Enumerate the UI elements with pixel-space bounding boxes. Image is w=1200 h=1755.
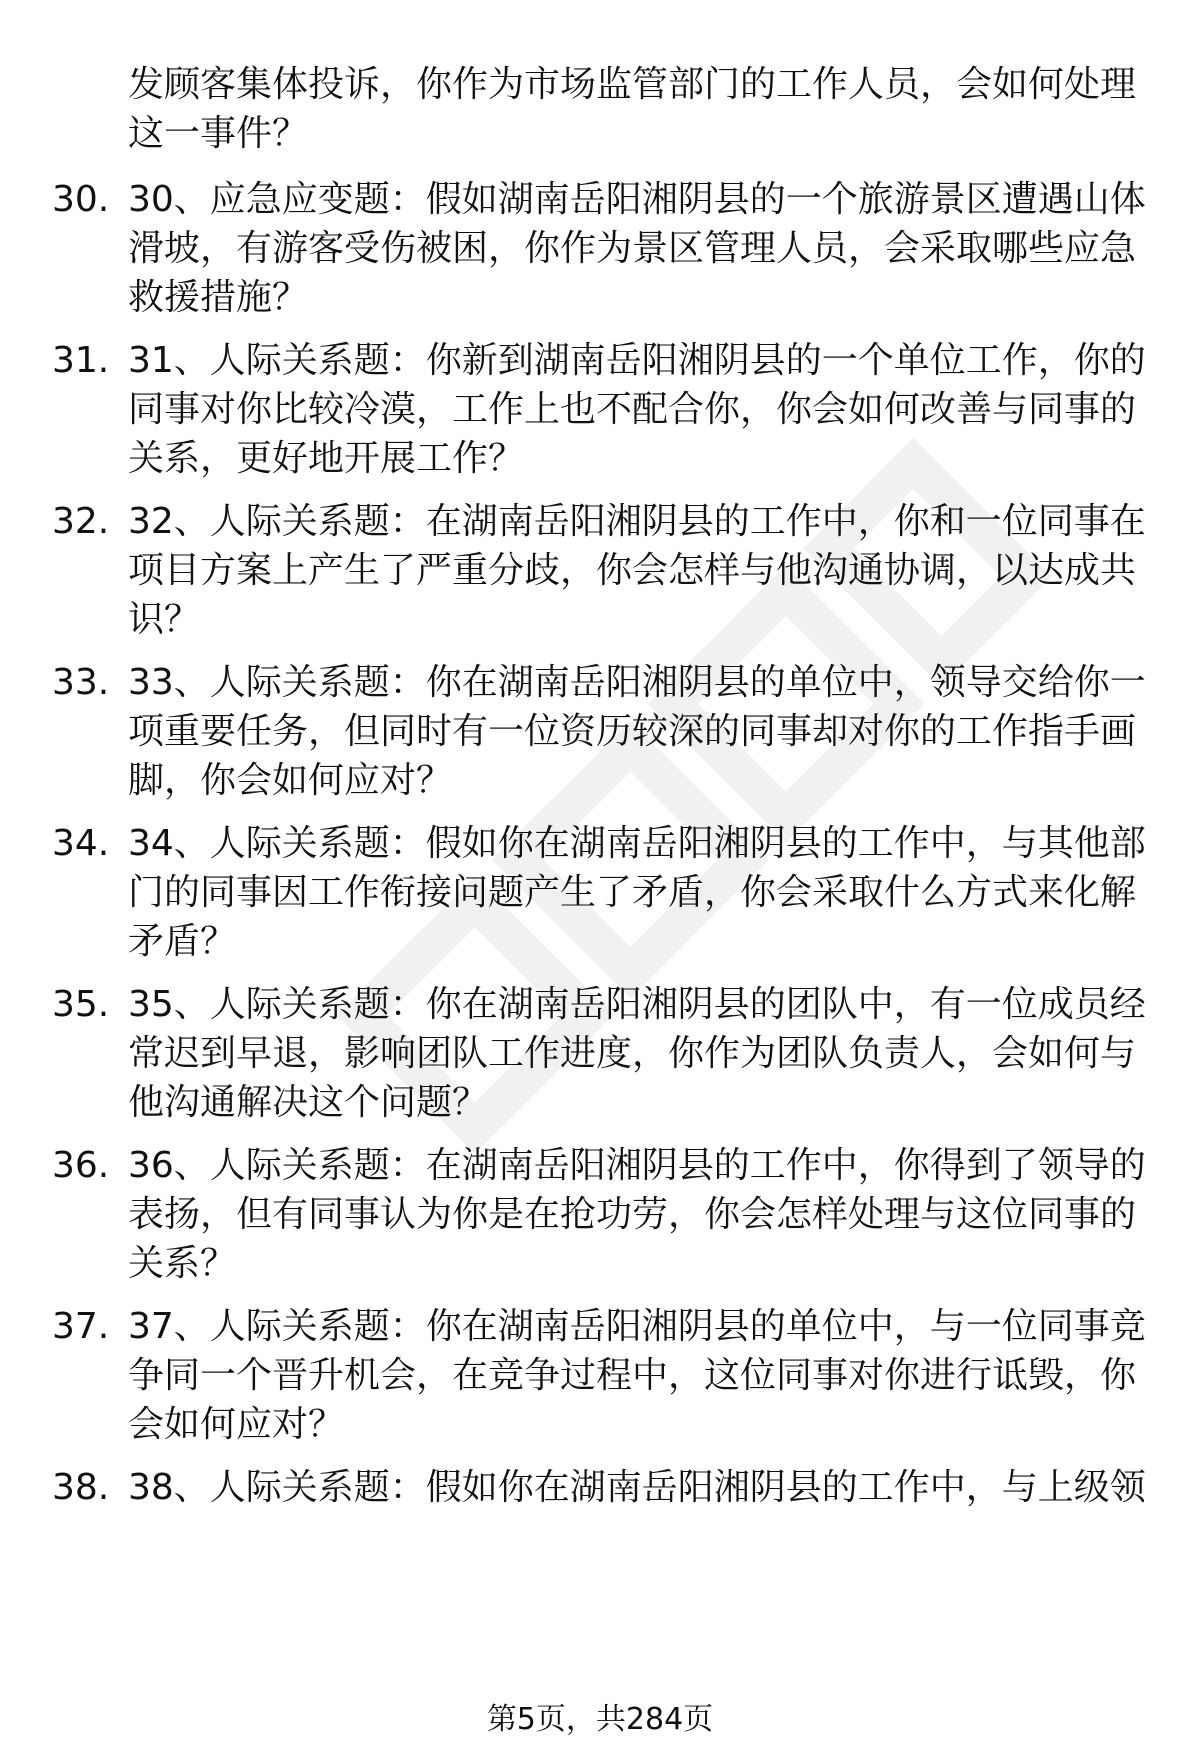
continuation-paragraph: 发顾客集体投诉，你作为市场监管部门的工作人员，会如何处理这一事件？ <box>128 64 1137 154</box>
item-number: 38. <box>52 1467 110 1508</box>
list-item <box>52 658 1152 805</box>
list-item <box>52 1463 1152 1512</box>
list-item <box>52 819 1152 966</box>
list-item <box>52 1302 1152 1449</box>
item-text: 33、人际关系题：你在湖南岳阳湘阴县的单位中，领导交给你一项重要任务，但同时有一位资历较深的同事却对你的工作指手画脚，你会如何应对？ <box>128 662 1146 801</box>
item-text: 37、人际关系题：你在湖南岳阳湘阴县的单位中，与一位同事竞争同一个晋升机会，在竞争过程中，这位同事对你进行诋毁，你会如何应对？ <box>128 1306 1146 1445</box>
item-number: 32. <box>52 501 110 542</box>
item-text: 32、人际关系题：在湖南岳阳湘阴县的工作中，你和一位同事在项目方案上产生了严重分歧，你会怎样与他沟通协调，以达成共识？ <box>128 501 1146 640</box>
list-item <box>52 175 1152 322</box>
item-number: 30. <box>52 179 110 220</box>
item-number: 31. <box>52 340 110 381</box>
item-text: 38、人际关系题：假如你在湖南岳阳湘阴县的工作中，与上级领 <box>128 1467 1146 1508</box>
item-number: 33. <box>52 662 110 703</box>
item-text: 35、人际关系题：你在湖南岳阳湘阴县的团队中，有一位成员经常迟到早退，影响团队工作进度，你作为团队负责人，会如何与他沟通解决这个问题？ <box>128 984 1146 1123</box>
item-text: 31、人际关系题：你新到湖南岳阳湘阴县的一个单位工作，你的同事对你比较冷漠，工作上也不配合你，你会如何改善与同事的关系，更好地开展工作？ <box>128 340 1146 479</box>
item-text: 34、人际关系题：假如你在湖南岳阳湘阴县的工作中，与其他部门的同事因工作衔接问题产生了矛盾，你会采取什么方式来化解矛盾？ <box>128 823 1146 962</box>
list-item <box>52 497 1152 644</box>
list-item <box>52 980 1152 1127</box>
item-number: 35. <box>52 984 110 1025</box>
list-item <box>52 1141 1152 1288</box>
list-item <box>52 336 1152 483</box>
item-text: 36、人际关系题：在湖南岳阳湘阴县的工作中，你得到了领导的表扬，但有同事认为你是在抢功劳，你会怎样处理与这位同事的关系？ <box>128 1145 1146 1284</box>
item-number: 37. <box>52 1306 110 1347</box>
item-number: 36. <box>52 1145 110 1186</box>
item-text: 30、应急应变题：假如湖南岳阳湘阴县的一个旅游景区遭遇山体滑坡，有游客受伤被困，你作为景区管理人员，会采取哪些应急救援措施？ <box>128 179 1146 318</box>
item-number: 34. <box>52 823 110 864</box>
page-footer: 第5页，共284页 <box>486 1702 714 1737</box>
